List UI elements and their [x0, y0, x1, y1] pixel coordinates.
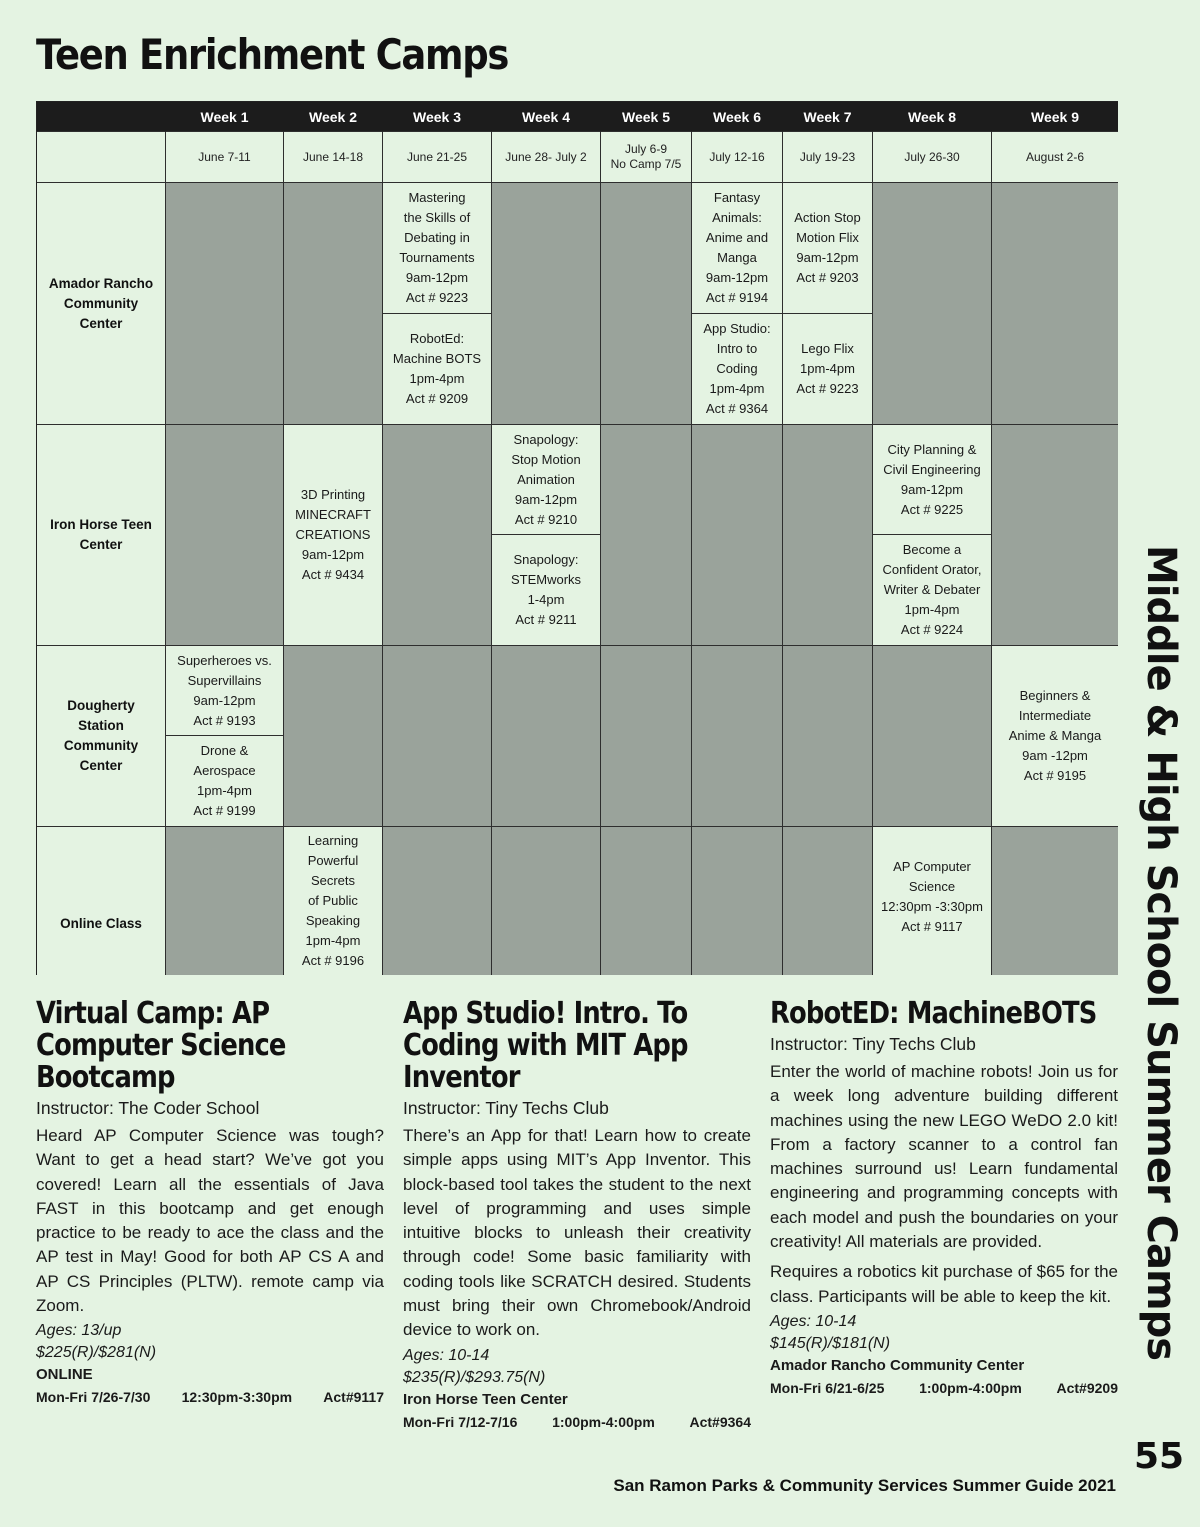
- article-instructor: Instructor: The Coder School: [36, 1098, 260, 1118]
- session-act-number: Act#9117: [323, 1389, 384, 1406]
- week-header: Week 7: [783, 102, 873, 132]
- no-camp-cell: [284, 646, 383, 827]
- section-side-title: Middle & High School Summer Camps: [1138, 545, 1184, 1361]
- article-robotics: [770, 998, 1118, 1399]
- activity-lego-flix: Lego Flix 1pm-4pm Act # 9223: [783, 314, 873, 425]
- session-time: 12:30pm-3:30pm: [181, 1389, 293, 1406]
- article-description: Heard AP Computer Science was tough? Want to get a head start? We’ve got you covered! Learn all the essentials of Java FAST in this bootcamp and get enough practice to be ready to ace the class and the AP test in May! Good for both AP CS A and AP CS Principles (PLTW). remote camp via Zoom.: [36, 1126, 384, 1316]
- week-header: Week 9: [992, 102, 1118, 132]
- location-amador-rancho: Amador Rancho Community Center: [37, 183, 166, 425]
- activity-debating: Mastering the Skills of Debating in Tournaments 9am-12pm Act # 9223: [383, 183, 492, 314]
- article-instructor: Instructor: Tiny Techs Club: [403, 1098, 609, 1118]
- article-title: RobotED: MachineBOTS: [770, 996, 1097, 1031]
- week-dates: June 21-25: [383, 132, 492, 183]
- no-camp-cell: [783, 425, 873, 646]
- activity-app-studio: App Studio: Intro to Coding 1pm-4pm Act # 9364: [692, 314, 783, 425]
- article-kit-note: Requires a robotics kit purchase of $65 for the class. Participants will be able to keep the kit.: [770, 1262, 1118, 1306]
- article-ages: Ages: 10-14: [770, 1312, 857, 1330]
- no-camp-cell: [166, 827, 284, 975]
- article-app-studio: [403, 998, 751, 1433]
- page-title: Teen Enrichment Camps: [36, 30, 509, 79]
- article-ages: Ages: 10-14: [403, 1346, 490, 1364]
- week-header: Week 1: [166, 102, 284, 132]
- article-venue: Iron Horse Teen Center: [403, 1390, 568, 1408]
- article-instructor: Instructor: Tiny Techs Club: [770, 1034, 976, 1054]
- location-iron-horse: Iron Horse Teen Center: [37, 425, 166, 646]
- week-dates: July 6-9 No Camp 7/5: [601, 132, 692, 183]
- week-dates: July 12-16: [692, 132, 783, 183]
- activity-city-planning: City Planning & Civil Engineering 9am-12pm Act # 9225: [873, 425, 992, 535]
- no-camp-cell: [601, 183, 692, 425]
- page-number: 55: [1134, 1436, 1185, 1477]
- article-price: $225(R)/$281(N): [36, 1344, 157, 1362]
- no-camp-cell: [692, 425, 783, 646]
- article-session: [403, 1411, 751, 1433]
- week-header: Week 4: [492, 102, 601, 132]
- week-header: Week 3: [383, 102, 492, 132]
- article-title: Virtual Camp: AP Computer Science Bootcamp: [36, 996, 286, 1095]
- no-camp-cell: [992, 827, 1118, 975]
- no-camp-cell: [492, 183, 601, 425]
- article-ages: Ages: 13/up: [36, 1322, 122, 1340]
- week-dates: June 7-11: [166, 132, 284, 183]
- no-camp-cell: [383, 646, 492, 827]
- no-camp-cell: [492, 827, 601, 975]
- no-camp-cell: [492, 646, 601, 827]
- article-venue: ONLINE: [36, 1366, 93, 1384]
- session-days: Mon-Fri 6/21-6/25: [770, 1379, 885, 1396]
- week-dates: July 26-30: [873, 132, 992, 183]
- no-camp-cell: [692, 827, 783, 975]
- activity-public-speaking: Learning Powerful Secrets of Public Speaking 1pm-4pm Act # 9196: [284, 827, 383, 975]
- no-camp-cell: [783, 827, 873, 975]
- article-description: Enter the world of machine robots! Join us for a week long adventure building different machines using the new LEGO WeDO 2.0 kit! From a factory scanner to a control fan machines surround us! Learn fundamental engineering and programming concepts with each model and push the boundaries on your creativity! All materials are provided.: [770, 1062, 1118, 1252]
- no-camp-cell: [873, 183, 992, 425]
- no-camp-cell: [692, 646, 783, 827]
- no-camp-cell: [166, 183, 284, 425]
- activity-stop-motion: Action Stop Motion Flix 9am-12pm Act # 9203: [783, 183, 873, 314]
- article-ap-computer-science: [36, 998, 384, 1408]
- session-act-number: Act#9209: [1056, 1379, 1118, 1396]
- activity-snapology-stop-motion: Snapology: Stop Motion Animation 9am-12pm Act # 9210: [492, 425, 601, 535]
- article-description: There’s an App for that! Learn how to create simple apps using MIT’s App Inventor. This block-based tool takes the student to the next level of programming and uses simple intuitive blocks to unleash their creativity through code! Some basic familiarity with coding tools like SCRATCH desired. Students must bring their own Chromebook/Android device to work on.: [403, 1126, 751, 1340]
- week-header: Week 2: [284, 102, 383, 132]
- date-corner: [37, 132, 166, 183]
- activity-fantasy-animals: Fantasy Animals: Anime and Manga 9am-12pm Act # 9194: [692, 183, 783, 314]
- no-camp-cell: [873, 646, 992, 827]
- no-camp-cell: [383, 425, 492, 646]
- footer-publication: San Ramon Parks & Community Services Summer Guide 2021: [613, 1476, 1116, 1495]
- session-time: 1:00pm-4:00pm: [552, 1413, 655, 1430]
- no-camp-cell: [992, 183, 1118, 425]
- article-session: [36, 1386, 384, 1408]
- article-price: $235(R)/$293.75(N): [403, 1368, 546, 1386]
- activity-drone-aerospace: Drone & Aerospace 1pm-4pm Act # 9199: [166, 736, 284, 827]
- no-camp-cell: [601, 646, 692, 827]
- camp-schedule-table: [36, 101, 1118, 975]
- location-dougherty-station: Dougherty Station Community Center: [37, 646, 166, 827]
- article-price: $145(R)/$181(N): [770, 1334, 891, 1352]
- week-dates: August 2-6: [992, 132, 1118, 183]
- session-act-number: Act#9364: [689, 1413, 751, 1430]
- no-camp-cell: [284, 183, 383, 425]
- activity-superheroes: Superheroes vs. Supervillains 9am-12pm Act # 9193: [166, 646, 284, 736]
- article-session: [770, 1377, 1118, 1399]
- location-online: Online Class: [37, 827, 166, 975]
- week-header: Week 6: [692, 102, 783, 132]
- activity-confident-orator: Become a Confident Orator, Writer & Debater 1pm-4pm Act # 9224: [873, 535, 992, 646]
- no-camp-cell: [383, 827, 492, 975]
- week-dates: June 14-18: [284, 132, 383, 183]
- session-time: 1:00pm-4:00pm: [919, 1379, 1022, 1396]
- no-camp-cell: [992, 425, 1118, 646]
- week-header: Week 5: [601, 102, 692, 132]
- week-dates: July 19-23: [783, 132, 873, 183]
- header-corner: [37, 102, 166, 132]
- activity-anime-manga: Beginners & Intermediate Anime & Manga 9am -12pm Act # 9195: [992, 646, 1118, 827]
- activity-3d-printing: 3D Printing MINECRAFT CREATIONS 9am-12pm Act # 9434: [284, 425, 383, 646]
- article-title: App Studio! Intro. To Coding with MIT App Inventor: [403, 996, 688, 1095]
- session-days: Mon-Fri 7/26-7/30: [36, 1389, 151, 1406]
- activity-robotics: RobotEd: Machine BOTS 1pm-4pm Act # 9209: [383, 314, 492, 425]
- no-camp-cell: [601, 425, 692, 646]
- no-camp-cell: [601, 827, 692, 975]
- activity-ap-computer-science: AP Computer Science 12:30pm -3:30pm Act # 9117: [873, 827, 992, 975]
- week-header: Week 8: [873, 102, 992, 132]
- session-days: Mon-Fri 7/12-7/16: [403, 1413, 518, 1430]
- activity-snapology-stemworks: Snapology: STEMworks 1-4pm Act # 9211: [492, 535, 601, 646]
- no-camp-cell: [166, 425, 284, 646]
- article-venue: Amador Rancho Community Center: [770, 1356, 1025, 1374]
- no-camp-cell: [783, 646, 873, 827]
- week-dates: June 28- July 2: [492, 132, 601, 183]
